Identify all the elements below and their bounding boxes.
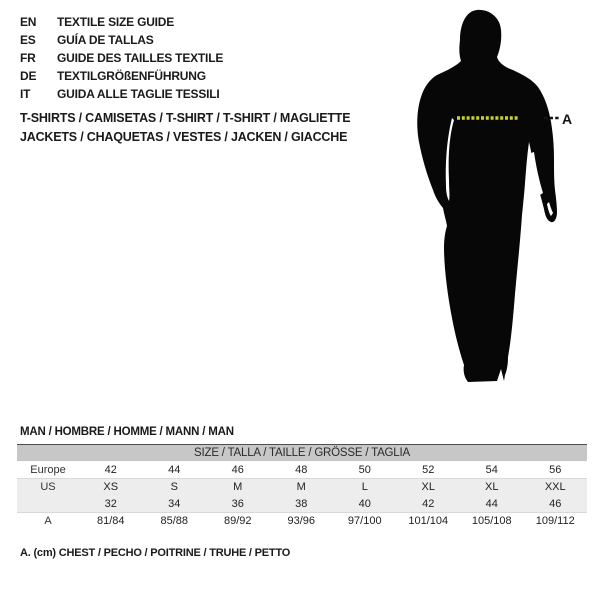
table-cell: 46	[549, 497, 562, 510]
row-label: US	[40, 481, 56, 494]
table-cell: 93/96	[287, 515, 316, 528]
table-header-row	[17, 445, 587, 462]
table-cell: 42	[422, 497, 435, 510]
table-cell: 38	[295, 497, 308, 510]
language-code: ES	[20, 33, 36, 47]
table-row-chest-a	[17, 513, 587, 530]
table-cell: 81/84	[96, 515, 125, 528]
language-row-fr	[20, 49, 223, 67]
table-cell: 85/88	[160, 515, 189, 528]
table-row-us-numeric	[17, 496, 587, 513]
language-label: GUIDE DES TAILLES TEXTILE	[57, 51, 224, 65]
language-label: GUIDA ALLE TAGLIE TESSILI	[57, 87, 220, 101]
table-cell: XXL	[544, 481, 566, 494]
table-cell: 42	[104, 464, 117, 476]
man-silhouette-shape	[417, 10, 557, 382]
table-cell: 54	[485, 464, 498, 476]
row-label: A	[44, 515, 52, 528]
table-cell: L	[361, 481, 368, 494]
table-cell: 32	[104, 497, 117, 510]
category-line-jackets: JACKETS / CHAQUETAS / VESTES / JACKEN / GIACCHE	[20, 129, 348, 144]
language-code: DE	[20, 69, 37, 83]
table-cell: M	[233, 481, 243, 494]
table-cell: 44	[485, 497, 498, 510]
section-title-man: MAN / HOMBRE / HOMME / MANN / MAN	[20, 426, 234, 438]
table-cell: 89/92	[223, 515, 252, 528]
table-cell: 56	[549, 464, 562, 476]
table-cell: XL	[485, 481, 499, 494]
category-line-tshirts: T-SHIRTS / CAMISETAS / T-SHIRT / T-SHIRT / MAGLIETTE	[20, 111, 351, 125]
language-code: IT	[20, 87, 31, 101]
measure-footnote: A. (cm) CHEST / PECHO / POITRINE / TRUHE / PETTO	[20, 547, 291, 559]
language-list	[20, 13, 223, 103]
table-header-cell: SIZE / TALLA / TAILLE / GRÖSSE / TAGLIA	[17, 445, 587, 462]
table-cell: 40	[358, 497, 371, 510]
table-cell: 105/108	[471, 515, 512, 528]
table-cell: 101/104	[408, 515, 449, 528]
measure-label-a: A	[562, 111, 573, 127]
row-label	[17, 496, 79, 513]
table-cell: 109/112	[535, 515, 575, 528]
language-row-en	[20, 13, 223, 31]
category-block	[20, 109, 350, 146]
table-cell: 46	[231, 464, 244, 476]
size-table-container	[17, 444, 587, 530]
table-cell: 48	[295, 464, 308, 476]
table-cell: 97/100	[347, 515, 382, 528]
table-cell: 52	[422, 464, 435, 476]
language-row-it	[20, 85, 223, 103]
table-cell: XS	[103, 481, 119, 494]
language-code: EN	[20, 15, 37, 29]
man-silhouette-figure	[395, 5, 595, 395]
language-row-de	[20, 67, 223, 85]
table-cell: 50	[358, 464, 371, 476]
language-label: GUÍA DE TALLAS	[57, 33, 154, 47]
size-table	[17, 444, 587, 530]
table-cell: 36	[231, 497, 244, 510]
language-label: TEXTILGRÖßENFÜHRUNG	[57, 69, 206, 83]
table-cell: M	[296, 481, 306, 494]
table-cell: 44	[168, 464, 181, 476]
table-row-us-letter	[17, 479, 587, 496]
language-code: FR	[20, 51, 36, 65]
man-silhouette-svg	[395, 5, 595, 395]
row-label: Europe	[30, 464, 66, 476]
table-cell: S	[170, 481, 178, 494]
table-cell: XL	[421, 481, 435, 494]
table-cell: 34	[168, 497, 181, 510]
table-row-europe	[17, 462, 587, 479]
language-row-es	[20, 31, 223, 49]
language-label: TEXTILE SIZE GUIDE	[57, 15, 175, 29]
